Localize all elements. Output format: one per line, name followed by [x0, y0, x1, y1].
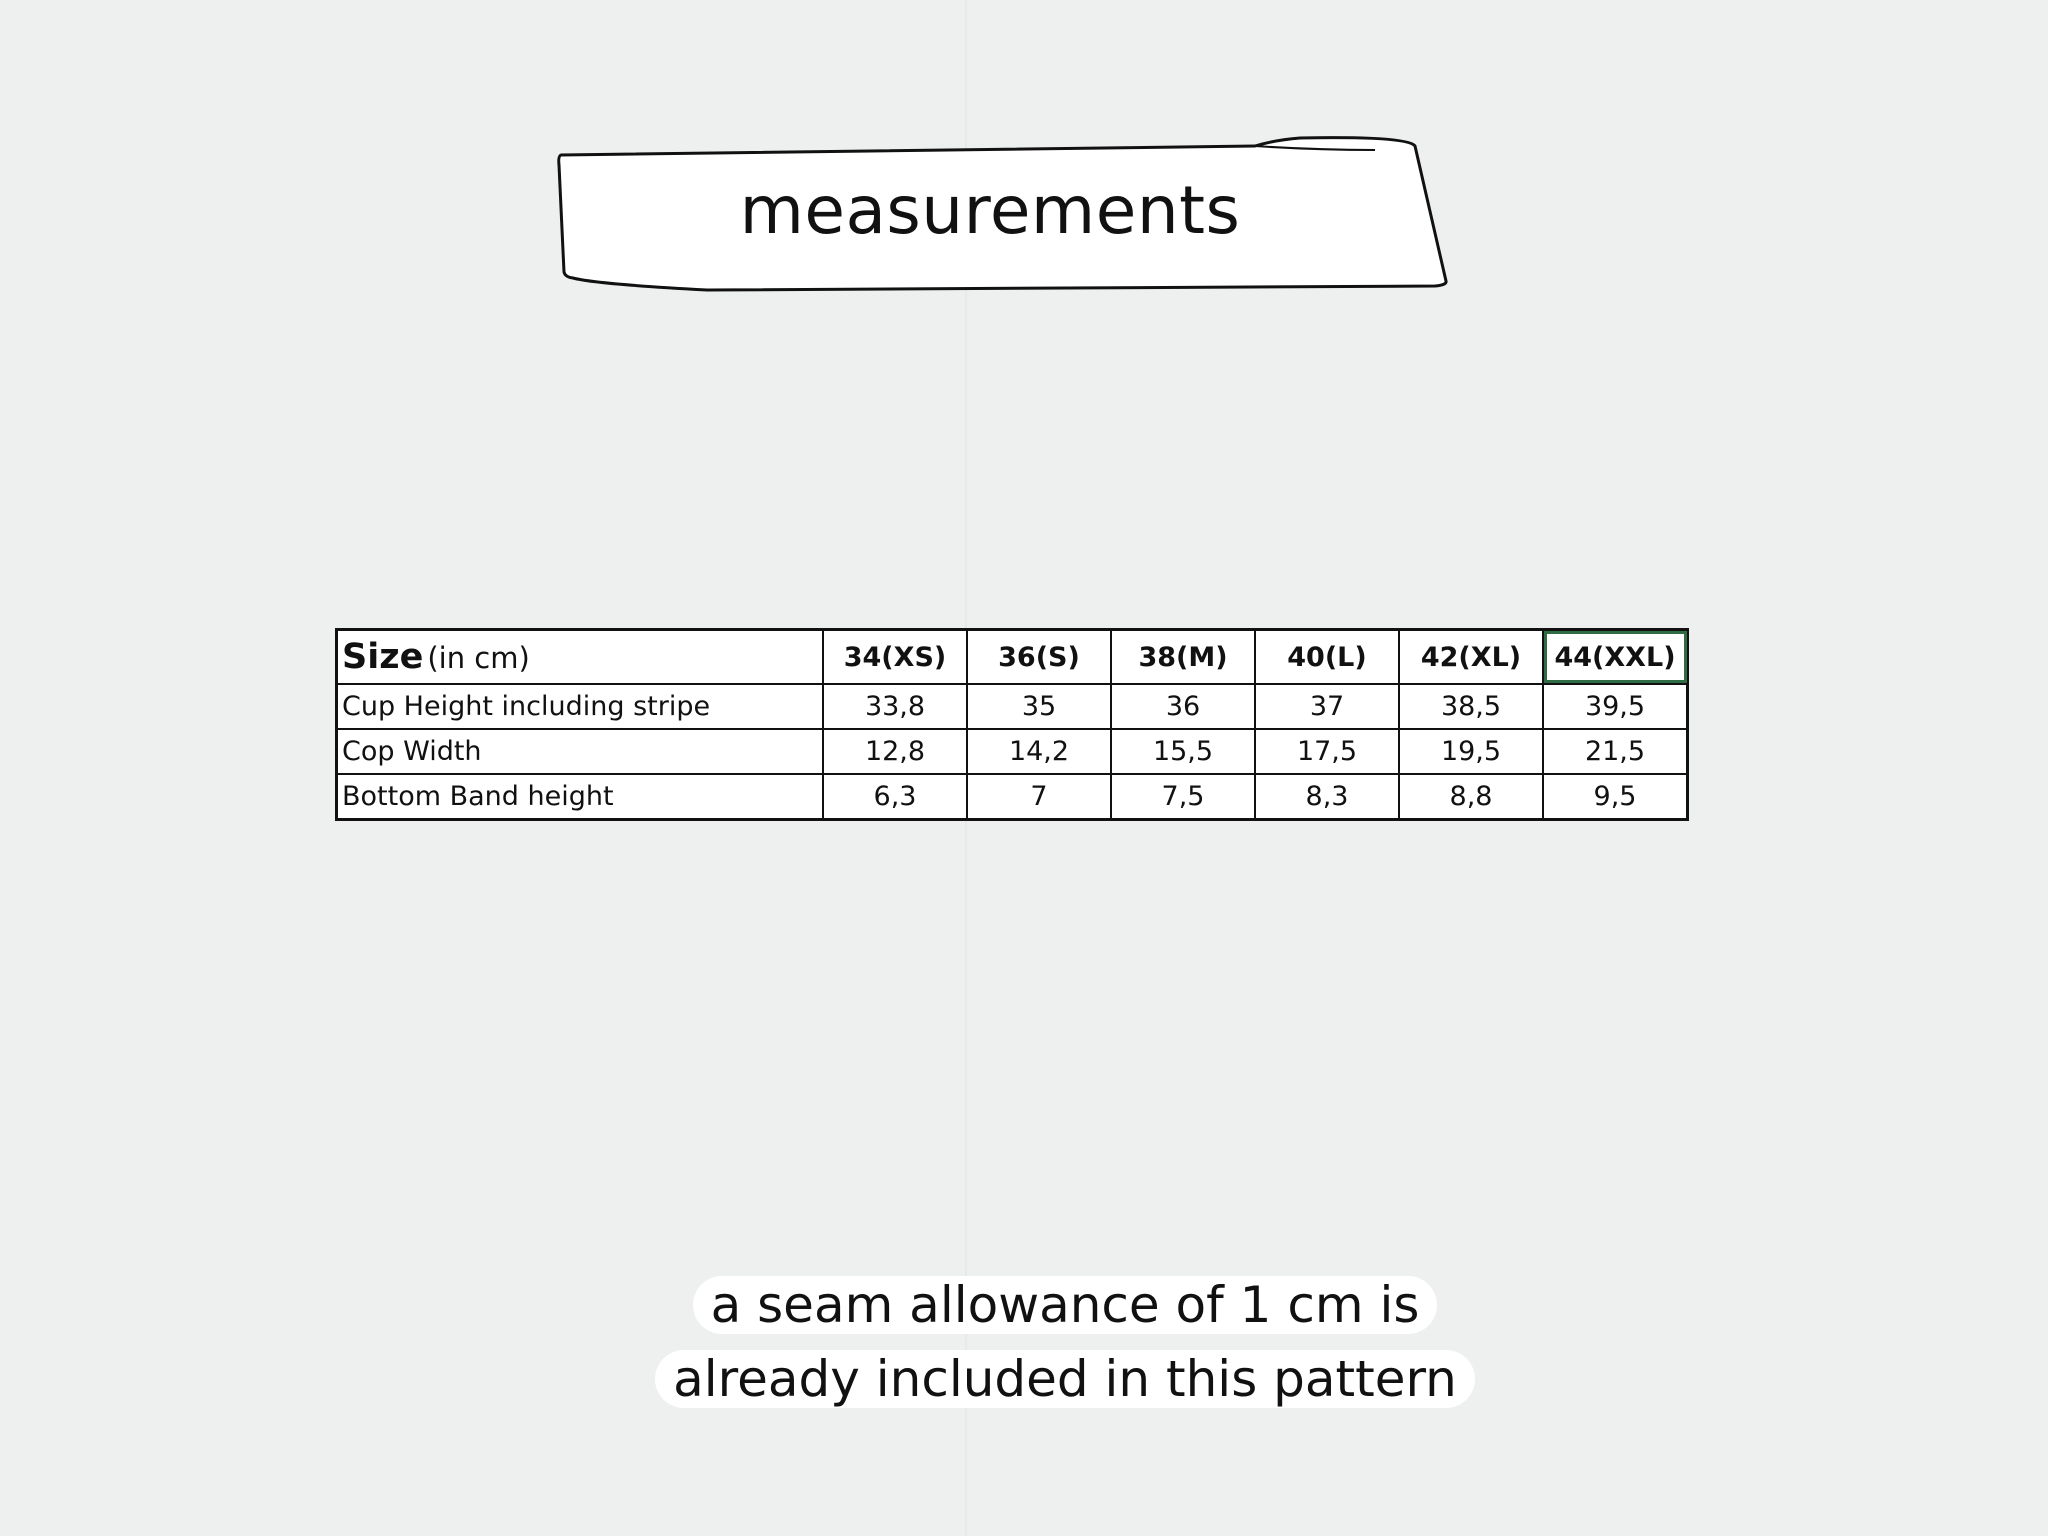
- unit-label: (in cm): [427, 641, 530, 675]
- seam-allowance-note: [600, 1268, 1530, 1416]
- table-cell: 17,5: [1255, 729, 1399, 774]
- table-row: [337, 729, 1688, 774]
- table-cell: 6,3: [823, 774, 967, 820]
- table-cell: 35: [967, 684, 1111, 729]
- table-cell: 12,8: [823, 729, 967, 774]
- table-cell: 39,5: [1543, 684, 1688, 729]
- table-cell: 36: [1111, 684, 1255, 729]
- title-label: [555, 136, 1450, 296]
- size-header-cell: [337, 630, 824, 685]
- table-cell: 7,5: [1111, 774, 1255, 820]
- table-cell: 8,3: [1255, 774, 1399, 820]
- size-header-s: 36(S): [967, 630, 1111, 685]
- table-cell: 38,5: [1399, 684, 1543, 729]
- table-cell: 8,8: [1399, 774, 1543, 820]
- table-cell: 21,5: [1543, 729, 1688, 774]
- table-cell: 15,5: [1111, 729, 1255, 774]
- row-label: Bottom Band height: [337, 774, 824, 820]
- row-label: Cup Height including stripe: [337, 684, 824, 729]
- size-header-xl: 42(XL): [1399, 630, 1543, 685]
- size-table: [335, 628, 1689, 821]
- table-cell: 33,8: [823, 684, 967, 729]
- table-cell: 19,5: [1399, 729, 1543, 774]
- table-cell: 14,2: [967, 729, 1111, 774]
- size-label: Size: [342, 637, 424, 677]
- size-header-l: 40(L): [1255, 630, 1399, 685]
- table-cell: 9,5: [1543, 774, 1688, 820]
- table-cell: 7: [967, 774, 1111, 820]
- table-row: [337, 774, 1688, 820]
- table-cell: 37: [1255, 684, 1399, 729]
- note-line-1: a seam allowance of 1 cm is: [693, 1276, 1438, 1334]
- row-label: Cop Width: [337, 729, 824, 774]
- note-line-2: already included in this pattern: [655, 1350, 1475, 1408]
- table-header-row: [337, 630, 1688, 685]
- page-title: measurements: [739, 172, 1241, 249]
- table-row: [337, 684, 1688, 729]
- size-header-m: 38(M): [1111, 630, 1255, 685]
- size-header-xs: 34(XS): [823, 630, 967, 685]
- size-header-xxl[interactable]: 44(XXL): [1543, 630, 1688, 685]
